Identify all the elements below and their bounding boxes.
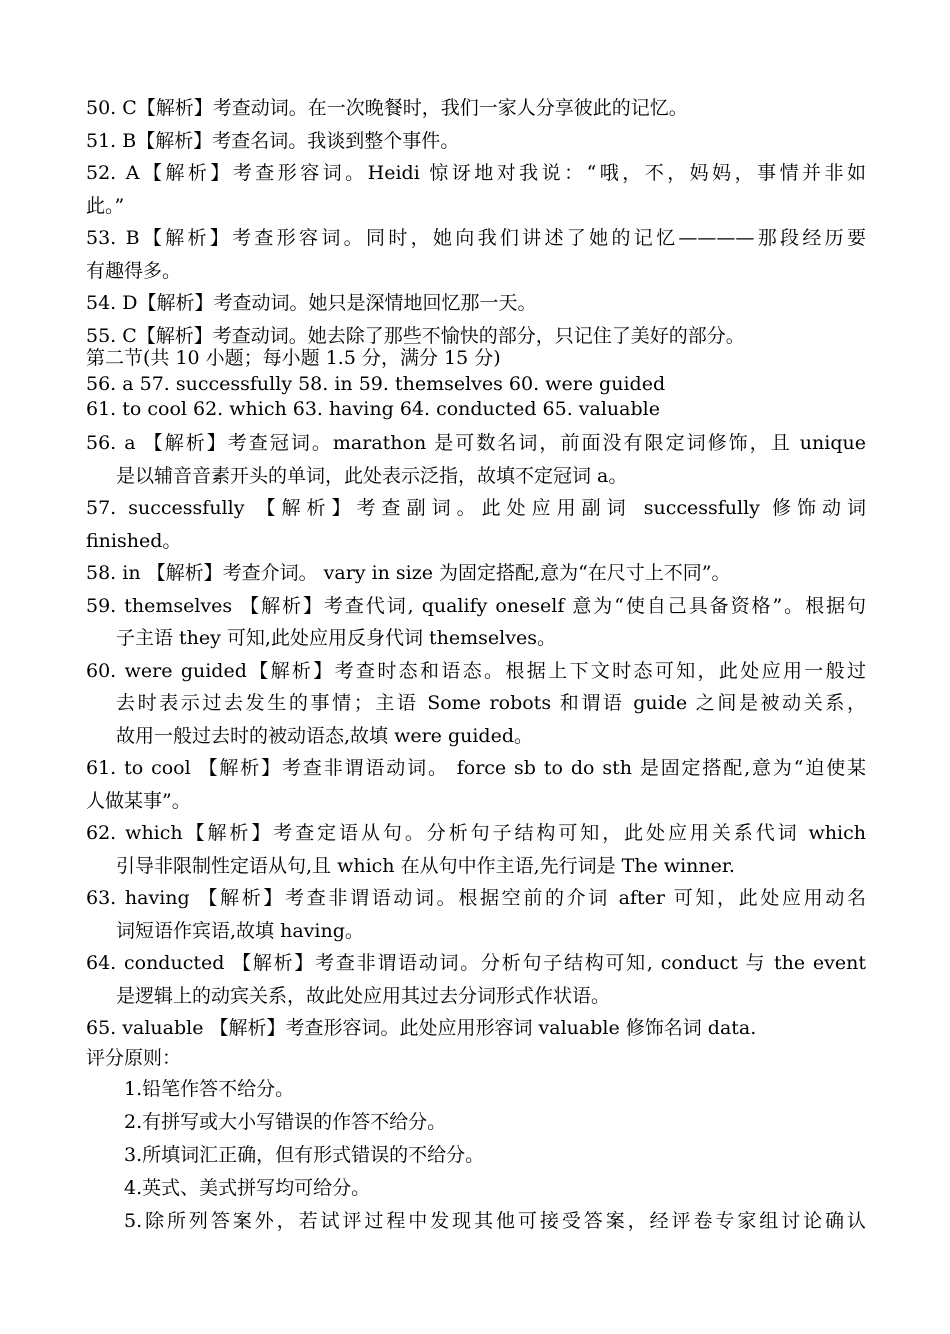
answer-52-line1: 52. A【解析】考查形容词。Heidi 惊讶地对我说：“哦，不，妈妈，事情并非如 xyxy=(86,162,866,184)
scoring-rule-1: 1.铅笔作答不给分。 xyxy=(124,1078,295,1100)
answer-key-line2: 61. to cool 62. which 63. having 64. conducted 65. valuable xyxy=(86,398,660,420)
explanation-62-line1: 62. which【解析】考查定语从句。分析句子结构可知，此处应用关系代词 which xyxy=(86,822,866,844)
explanation-59-line2: 子主语 they 可知,此处应用反身代词 themselves。 xyxy=(116,627,556,649)
answer-51: 51. B【解析】考查名词。我谈到整个事件。 xyxy=(86,129,460,152)
section1-explanations xyxy=(86,92,866,352)
answer-53-line1: 53. B【解析】考查形容词。同时，她向我们讲述了她的记忆————那段经历要 xyxy=(86,227,866,249)
explanation-63-line1: 63. having 【解析】考查非谓语动词。根据空前的介词 after 可知，此处应用动名 xyxy=(86,887,866,909)
section2-header xyxy=(86,346,866,423)
answer-53-line2: 有趣得多。 xyxy=(86,259,182,282)
explanation-65: 65. valuable 【解析】考查形容词。此处应用形容词 valuable 修饰名词 data. xyxy=(86,1017,757,1039)
answer-key-line1: 56. a 57. successfully 58. in 59. themselves 60. were guided xyxy=(86,372,666,395)
explanation-57-line1: 57. successfully 【解析】考查副词。此处应用副词 successfully 修饰动词 xyxy=(86,497,866,519)
explanation-61-line2: 人做某事”。 xyxy=(86,789,191,812)
explanation-57-line2: finished。 xyxy=(86,529,182,552)
explanation-64-line1: 64. conducted 【解析】考查非谓语动词。分析句子结构可知, conduct 与 the event xyxy=(86,952,866,974)
answer-55: 55. C【解析】考查动词。她去除了那些不愉快的部分，只记住了美好的部分。 xyxy=(86,324,745,347)
answer-50: 50. C【解析】考查动词。在一次晚餐时，我们一家人分享彼此的记忆。 xyxy=(86,97,688,119)
explanation-60-line1: 60. were guided【解析】考查时态和语态。根据上下文时态可知，此处应用一般过 xyxy=(86,659,866,682)
explanation-60-line3: 故用一般过去时的被动语态,故填 were guided。 xyxy=(116,724,533,747)
explanation-59-line1: 59. themselves 【解析】考查代词, qualify oneself 意为“使自己具备资格”。根据句 xyxy=(86,594,866,617)
explanation-64-line2: 是逻辑上的动宾关系，故此处应用其过去分词形式作状语。 xyxy=(116,984,611,1007)
explanation-58: 58. in 【解析】考查介词。 vary in size 为固定搭配,意为“在尺寸上不同”。 xyxy=(86,562,731,584)
scoring-rule-3: 3.所填词汇正确，但有形式错误的不给分。 xyxy=(124,1144,485,1166)
explanation-63-line2: 词短语作宾语,故填 having。 xyxy=(116,919,364,942)
answer-52-line2: 此。” xyxy=(86,194,125,217)
explanation-56-line1: 56. a 【解析】考查冠词。marathon 是可数名词，前面没有限定词修饰，且 unique xyxy=(86,432,866,454)
scoring-rule-2: 2.有拼写或大小写错误的作答不给分。 xyxy=(124,1111,447,1133)
explanation-61-line1: 61. to cool 【解析】考查非谓语动词。 force sb to do sth 是固定搭配,意为“迫使某 xyxy=(86,757,866,779)
explanation-60-line2: 去时表示过去发生的事情；主语 Some robots 和谓语 guide 之间是被动关系， xyxy=(116,692,866,714)
scoring-rules xyxy=(86,1043,866,1238)
explanation-56-line2: 是以辅音音素开头的单词，此处表示泛指，故填不定冠词 a。 xyxy=(116,464,628,487)
explanation-62-line2: 引导非限制性定语从句,且 which 在从句中作主语,先行词是 The winner. xyxy=(116,854,735,877)
answer-54: 54. D【解析】考查动词。她只是深情地回忆那一天。 xyxy=(86,292,537,314)
section2-explanations xyxy=(86,427,866,1045)
section2-heading: 第二节(共 10 小题；每小题 1.5 分，满分 15 分) xyxy=(86,347,501,369)
scoring-rule-4: 4.英式、美式拼写均可给分。 xyxy=(124,1177,371,1199)
scoring-heading: 评分原则： xyxy=(86,1047,182,1069)
scoring-rule-5: 5.除所列答案外，若试评过程中发现其他可接受答案，经评卷专家组讨论确认 xyxy=(124,1210,866,1232)
